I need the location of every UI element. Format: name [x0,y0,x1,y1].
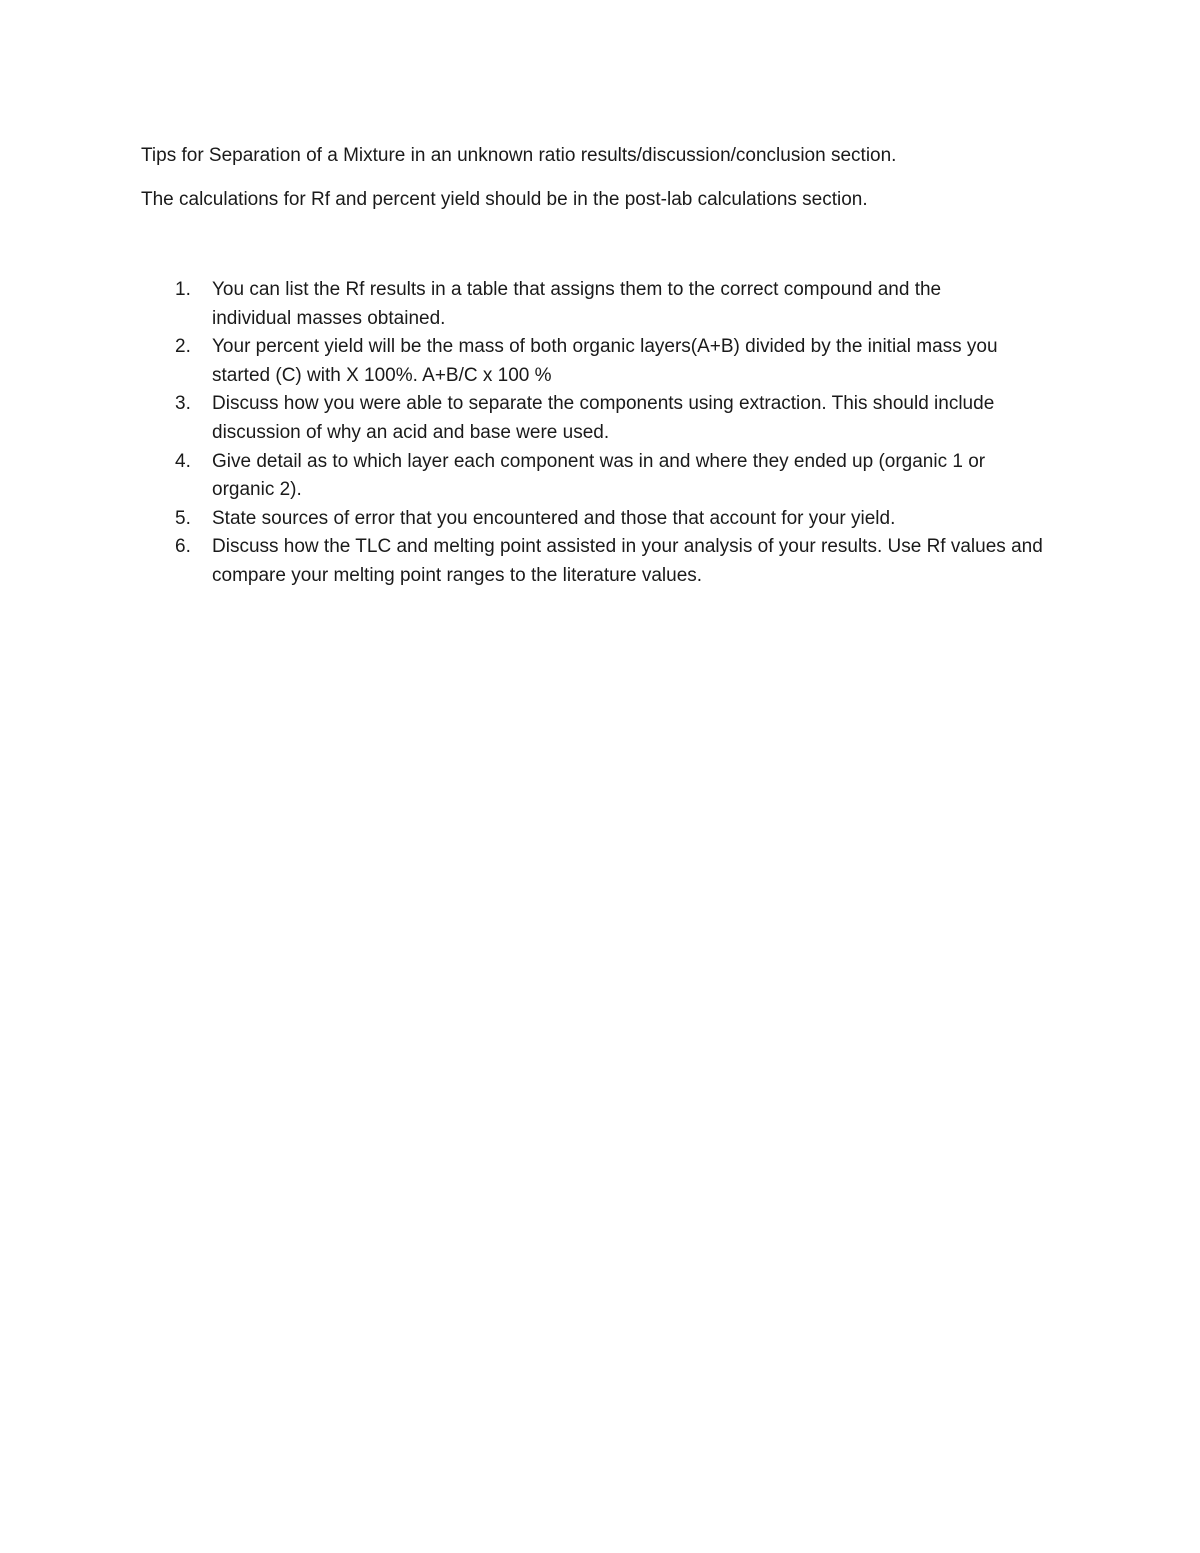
list-item-line: Discuss how you were able to separate the components using extraction. This should include [212,393,995,415]
list-item-line: discussion of why an acid and base were used. [212,421,610,443]
list-item-line: compare your melting point ranges to the literature values. [212,564,703,586]
list-item-line: Discuss how the TLC and melting point assisted in your analysis of your results. Use Rf values and [212,536,1043,558]
list-item [0,448,1200,505]
list-item-number: 5. [175,507,191,529]
list-item-line: State sources of error that you encountered and those that account for your yield. [212,507,896,529]
list-item-number: 2. [175,336,191,358]
list-item [0,333,1200,390]
list-item [0,533,1200,590]
calculations-note: The calculations for Rf and percent yield should be in the post-lab calculations section. [141,189,868,210]
list-item-number: 4. [175,450,191,472]
list-item-line: Your percent yield will be the mass of both organic layers(A+B) divided by the initial mass you [212,336,998,358]
list-item-number: 1. [175,279,191,300]
list-item-line: started (C) with X 100%. A+B/C x 100 % [212,364,552,386]
list-item-line: individual masses obtained. [212,307,446,329]
list-item-line: Give detail as to which layer each component was in and where they ended up (organic 1 or [212,450,986,472]
tips-list [0,276,1200,591]
list-item [0,276,1200,333]
list-item [0,505,1200,534]
list-item-number: 6. [175,536,191,558]
list-item [0,390,1200,447]
list-item-line: organic 2). [212,479,302,501]
intro-paragraph: Tips for Separation of a Mixture in an unknown ratio results/discussion/conclusion section. [141,145,897,166]
list-item-number: 3. [175,393,191,415]
list-item-line: You can list the Rf results in a table that assigns them to the correct compound and the [212,279,942,300]
